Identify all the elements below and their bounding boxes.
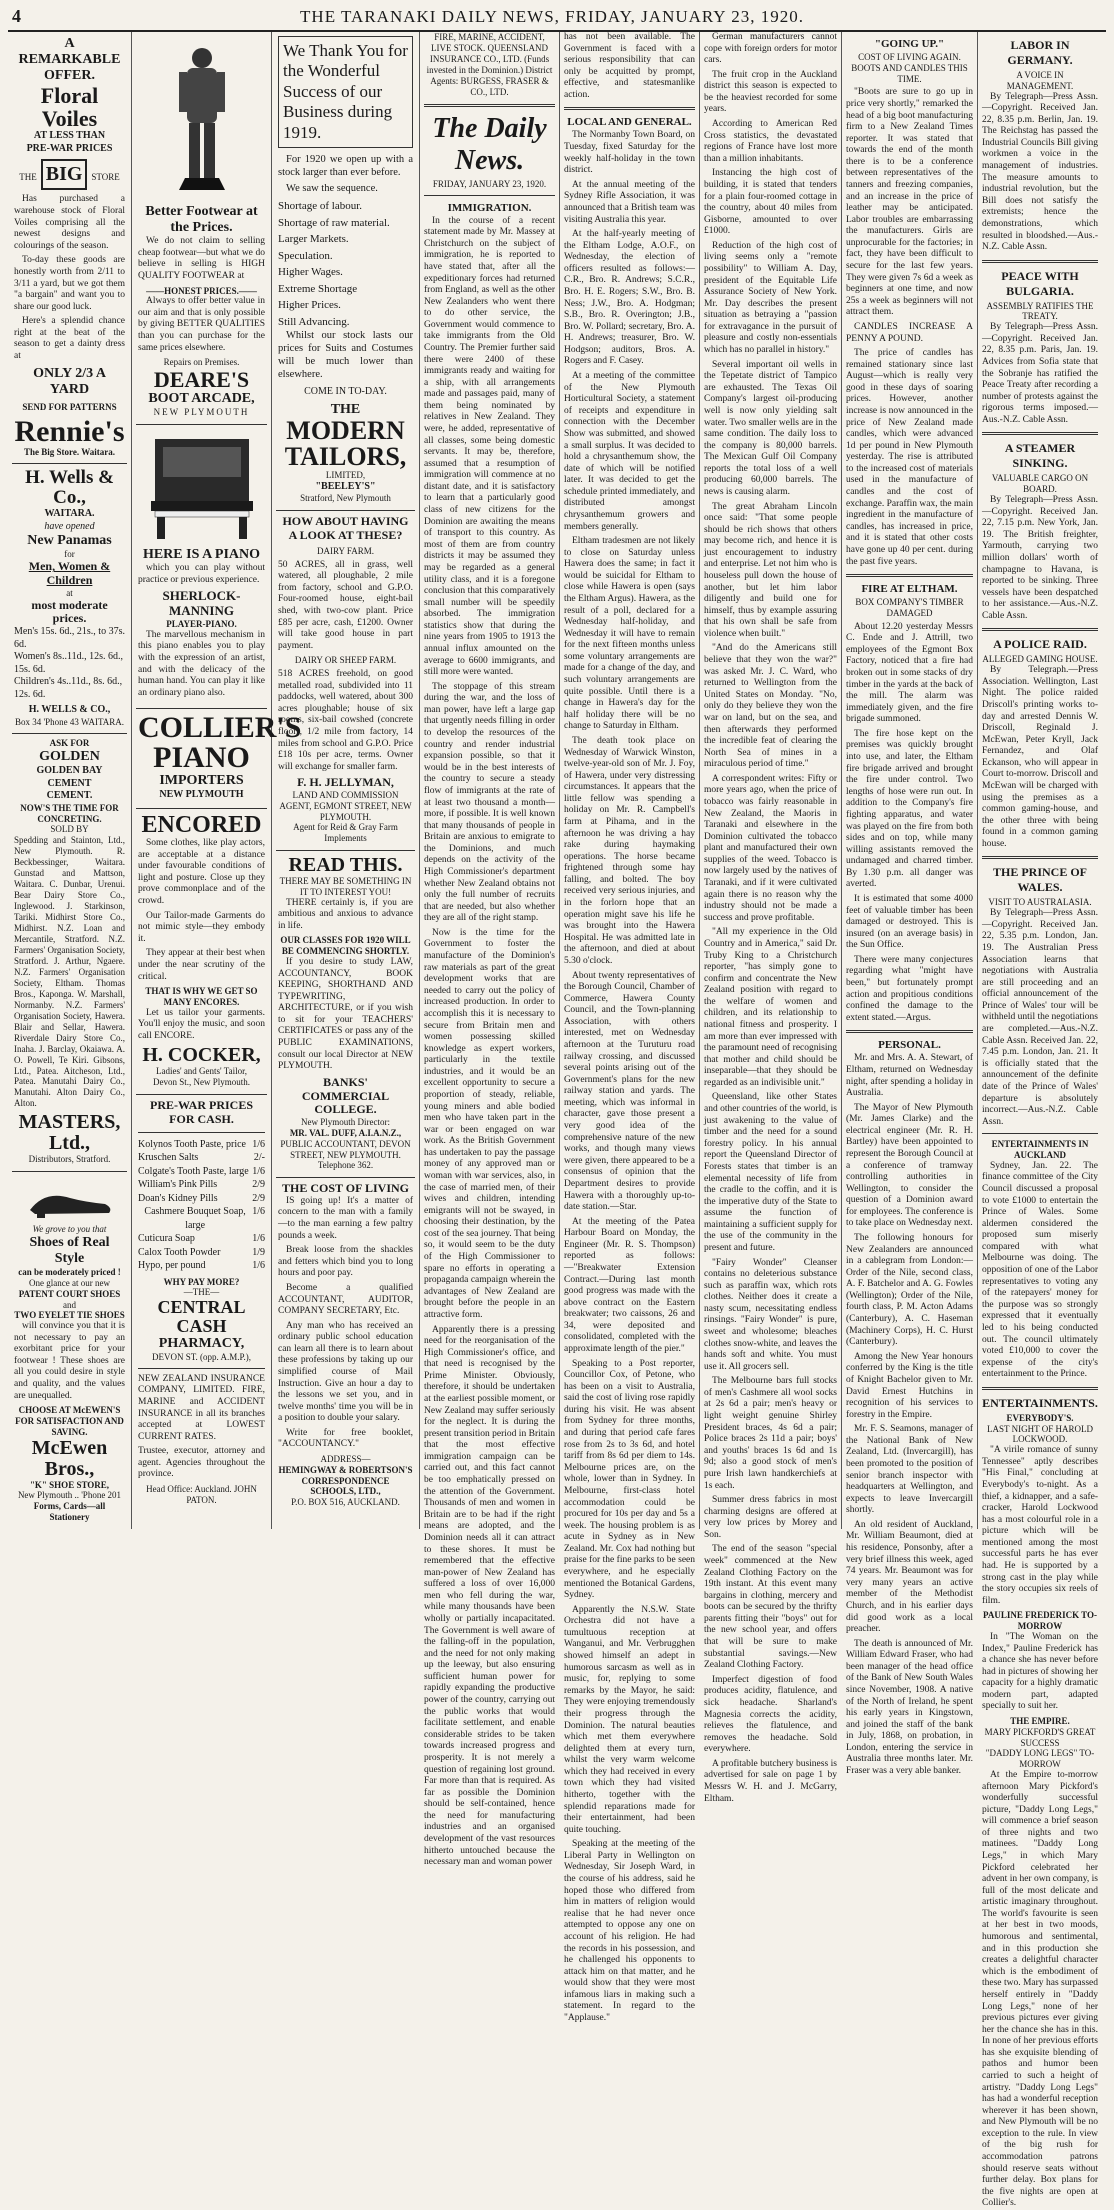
- ad-price: ONLY 2/3 A YARD: [33, 365, 106, 397]
- ad-brand: H. COCKER,: [142, 1044, 261, 1067]
- big-store-ad: [12, 32, 127, 464]
- going-up-body: [846, 87, 973, 568]
- article-paragraph: Speaking at the meeting of the Liberal Party in Wellington on Wednesday, Sir Joseph Ward, in the course of his address, said he hoped those who differed from him in matters of religion would realise that he had never once attempted to oppose any one on account of his religion. He had the records in his possession, and he challenged his opponents to attack him on that matter, and he would show that they were most infamous liars in making such a statement. In regard to the "Applause.": [564, 1839, 695, 2023]
- ad-line: LIMITED,: [325, 470, 366, 481]
- price-row: [138, 1259, 265, 1273]
- ad-brand: SHERLOCK-MANNING: [162, 588, 241, 619]
- article-paragraph: The Melbourne bars full stocks of men's Cashmere all wool socks at 2s 6d a pair; men's heavy or light weight genuine Shirley President braces, 4s 6d a pair; Police braces 2s 11d a pair; boys' and youths' braces 1s 6d and 1s 9d; also a good stock of men's pure Irish lawn handkerchiefs at 1s each.: [704, 1376, 837, 1491]
- article-paragraph: According to American Red Cross statistics, the devastated regions of France have lost more than a million inhabitants.: [704, 119, 837, 164]
- article-subheading: COST OF LIVING AGAIN.: [858, 52, 961, 62]
- article-paragraph: Mr. and Mrs. A. A. Stewart, of Eltham, returned on Wednesday night, after spending a holiday in Australia.: [846, 1053, 973, 1099]
- article-paragraph: "All my experience in the Old Country and in America," said Dr. Truby King to a Christchurch reporter, "has simply gone to confirm and concentrate the New Zealand position with regard to the welfare of women and children, and its relationship to national fitness and prosperity. I am more than ever impressed with the paramount need of recognising that mother and child should be inseparable—that they should be regarded as an indivisible unit.": [704, 927, 837, 1088]
- ad-line: Ladies' and Gents' Tailor,: [155, 1066, 248, 1077]
- wells-ad: [12, 464, 127, 734]
- reason-item: Speculation.: [278, 249, 333, 262]
- ad-line: NEW PLYMOUTH: [153, 407, 250, 418]
- reason-item: Shortage of raw material.: [278, 216, 390, 229]
- logo-text: STORE: [91, 172, 120, 183]
- price-item-name: Kruschen Salts: [138, 1152, 199, 1164]
- article-paragraph: It is estimated that some 4000 feet of valuable timber has been damaged or destroyed. This is insured (on an average basis) in the Sun Office.: [846, 893, 973, 951]
- ad-line: New Plymouth .. 'Phone 201: [17, 1490, 122, 1501]
- ad-headline: HERE IS A PIANO: [142, 546, 261, 562]
- article-subheading: THE EMPIRE.: [1010, 1715, 1070, 1726]
- reason-item: Extreme Shortage: [278, 282, 358, 295]
- article-paragraph: Eltham tradesmen are not likely to close on Saturday unless Hawera does the same; in fact it would be suicidal for Eltham to close while Hawera is open (says the Eltham Argus). Hawera, as the result of a poll, declared for a Wednesday half-holiday, and Wednesday it will have to remain for the next fifteen months unless some voluntary arrangements are made for a change of the day, and such voluntary arrangements are quite possible. Until there is a change in Hawera's day for the half holiday there will be no change to Saturday in Eltham.: [564, 536, 695, 732]
- ad-line: Men's 15s. 6d., 21s., to 37s. 6d.: [14, 626, 125, 650]
- ad-body: We saw the sequence.: [286, 182, 378, 194]
- ad-line: Head Office: Auckland. JOHN PATON.: [146, 1484, 257, 1505]
- ad-brand: MODERN: [286, 416, 405, 446]
- ad-line: CHOOSE AT McEWEN'S FOR SATISFACTION AND SAVING.: [15, 1405, 124, 1437]
- ad-line: THE: [330, 402, 361, 418]
- ad-body: which you can play without practice or previous experience.: [138, 563, 265, 585]
- ad-line: ASK FOR: [49, 738, 90, 749]
- ad-line: OUR CLASSES FOR 1920 WILL BE COMMENCING SHORTLY.: [280, 935, 411, 957]
- local-news-body: [564, 130, 695, 2024]
- article-paragraph: There were many conjectures regarding what "might have been," but fortunately prompt action and propitious conditions confined the damage to the extent stated.—Argus.: [846, 954, 973, 1023]
- article-paragraph: Apparently the N.S.W. State Orchestra did not have a tumultuous reception at Wanganui, and Mr. Verbrugghen showed himself an adept in humorous sarcasm as well as in music, for, replying to some remarks by the Mayor, he said: They were enjoying tremendously their progress through the Dominion. The natural beauties which met them everywhere delighted them at every turn, whilst the very warm welcome which they had received in every town which they had visited hitherto, together with the splendid reparations made for their entertainment, had been quite touching.: [564, 1604, 695, 1835]
- article-subheading: PAULINE FREDERICK TO-MORROW: [982, 1610, 1098, 1632]
- article-heading: THE PRINCE OF WALES.: [992, 865, 1087, 895]
- ad-body: For 1920 we open up with a stock larger than ever before.: [278, 153, 413, 178]
- article-paragraph: Imperfect digestion of food produces acidity, flatulence, and sick headache. Sharland's Magnesia corrects the acidity, relieves the flatulence, and removes the headache. Sold everywhere.: [704, 1674, 837, 1755]
- ad-headline: PRE-WAR PRICES FOR CASH.: [149, 1098, 253, 1126]
- ad-body: Always to offer better value in our aim and that is only possible by giving BETTER QUALITIES than you can purchase for the same prices elsewhere.: [138, 296, 265, 353]
- article-paragraph: Queensland, like other States and other countries of the world, is just awakening to the value of timber and the need for a sound forestry policy. In his annual report the Queensland Director of Forests states that timber is an elemental necessity of life from the cradle to the coffin, and it is the imperative duty of the State to assume the function of maintaining a sufficient supply for the use of the community in the present and future.: [704, 1092, 837, 1253]
- ad-line: can be moderately priced !: [18, 1267, 121, 1278]
- article-paragraph: Mr. F. S. Seamons, manager of the National Bank of New Zealand, Ltd. (Invercargill), has been promoted to the position of senior branch inspector with headquarters at Wellington, and expects to leave Invercargill shortly.: [846, 1424, 973, 1516]
- cable-text: By Telegraph—Press Assn.—Copyright. Received Jan. 22, 8.35 p.m. Berlin, Jan. 19. The Reichstag has passed the Industrial Councils Bill giving workmen a voice in the management of industries. The measure amounts to industrial revolution, but the Bill does not satisfy the extremists; hence the demonstrations, which resulted in bloodshed.—Aus.-N.Z. Cable Assn.: [982, 91, 1098, 253]
- fire-body: [846, 622, 973, 1025]
- article-paragraph: An old resident of Auckland, Mr. William Beaumont, died at his residence, Ponsonby, after a very brief illness this week, aged 74 years. Mr. Beaumont was for very many years an active member of the Methodist Church, and in his earlier days did good work as a local preacher.: [846, 1519, 973, 1635]
- article-paragraph: "A virile romance of sunny Tennessee" aptly describes "His Final," concluding at Everybody's to-night. As a thief, a kidnapper, and a safe-cracker, Harold Lockwood has a most colourful role in a picture which will be mentioned among the most successful parts he has ever had. He is supported by a strong cast in the play while the story occupies six reels of film.: [982, 1445, 1098, 1606]
- ad-line: AT LESS THAN: [33, 130, 106, 142]
- ad-brand: HEMINGWAY & ROBERTSON'S CORRESPONDENCE SCHOOLS, LTD.,: [278, 1464, 413, 1497]
- deare-ad: [136, 32, 267, 425]
- column-1: [8, 32, 132, 1529]
- ad-line: SEND FOR PATTERNS: [22, 401, 117, 412]
- ad-line: at: [66, 587, 73, 598]
- ad-line: CEMENT.: [46, 790, 93, 802]
- ad-line: Distributors, Stratford.: [28, 1154, 111, 1165]
- article-heading: FIRE AT ELTHAM.: [861, 583, 958, 596]
- article-subheading: MARY PICKFORD'S GREAT SUCCESS: [984, 1726, 1096, 1748]
- price-row: [138, 1192, 265, 1206]
- reason-item: Still Advancing.: [278, 315, 350, 328]
- article-heading: "GOING UP.": [874, 38, 945, 50]
- article-paragraph: The stoppage of this stream during the war, and the loss of man power, have left a large gap that urgently needs filling in order to develop the resources of the country and render industrial expansion possible, so that it would be in the best interests of the country to secure a steady flow of immigrants at the rate of at least two thousand a month—more, if possible. It is well known that many thousands of people in Britain are anxious to emigrate to the Dominions, and much depends on the activity of the High Commissioner's department whether New Zealand obtains not only the full number of recruits that are needed, but also whether they are all of the right stamp.: [424, 681, 555, 924]
- masthead-title: THE TARANAKI DAILY NEWS, FRIDAY, JANUARY 23, 1920.: [300, 7, 804, 26]
- ad-body: Spedding and Stainton, Ltd., New Plymouth. R. Beckbessinger, Waitara. Gunstad and Mattson, Waitara. C. Dunbar, Urenui. Bear Dairy Store Co., Inglewood. J. Starkinson, Tariki. Midhirst Store Co., Midhirst. N.Z. Loan and Mercantile, Stratford. N.Z. Farmers' Organisation Society, Stratford. J. Arthur, Ngaere. N.Z. Farmers' Organisation Society, Eltham. Thomas Bros., Kaponga. W. Marshall, Normanby. N.Z. Farmers' Organisation Society, Hawera. Blair and Sellar, Hawera. Riverdale Dairy Store Co., Inaha. J. Barclay, Okaiawa. A. O. Powell, Te Kiri. Gibsons, Ltd., Patea. Aitcheson, Ltd., Patea. Manutahi Dairy Co., Manutahi. Alton Dairy Co., Alton.: [14, 835, 125, 1109]
- ad-body: 50 ACRES, all in grass, well watered, all ploughable, 2 mile from factory, school and G.P.O. Four-roomed house, eight-bail shed, with two-cow plant. Price £85 per acre, cash, £1200. Owner will take good house in part payment.: [278, 559, 413, 651]
- price-item-value: 1/6: [252, 1206, 265, 1218]
- article-paragraph: At a meeting of the committee of the New Plymouth Horticultural Society, a statement of receipts and expenditure in connection with the December Show was submitted, and showed a small surplus. It was decided to hold a chrysanthemum show, the date of which will be notified later. It was decided to get the schedule printed immediately, and distributed amongst chrysanthemum growers and members generally.: [564, 371, 695, 532]
- article-subheading: EVERYBODY'S.: [1006, 1412, 1074, 1423]
- price-row: [138, 1178, 265, 1192]
- ad-line: have opened: [44, 520, 95, 532]
- ad-body: will convince you that it is not necessary to pay an exorbitant price for your footwear ! These shoes are all you could desire in style and quality, and the values are unequalled.: [14, 1321, 125, 1401]
- price-item-name: William's Pink Pills: [138, 1179, 218, 1191]
- price-list: [138, 1138, 265, 1273]
- ad-body: Write for free booklet, "ACCOUNTANCY.": [278, 1427, 413, 1450]
- article-paragraph: Now is the time for the Government to foster the manufacture of the Dominion's raw materials as part of the great development works that are needed to carry out the policy of increased production. In order to accomplish this it is necessary to secure from Britain men and women possessing skilled knowledge as expert workers, particularly in the textile industries, and it would be an excellent opportunity to secure a proportion of steady, reliable, young miners and able bodied men who have taken part in the war or been engaged on war work. As the British Government has undertaken to pay the passage money of any approved man or woman with war services, also, in the case of married men, of their wives and children, intending emigrants will not be swayed, in choosing their destination, by the cost of the sea journey. That being so, it would seem to be the duty of the High Commissioner to spare no efforts in operating a propaganda campaign wherein the advantages of New Zealand are brought before the people in an attractive form.: [424, 927, 555, 1320]
- price-item-name: Kolynos Tooth Paste, price: [138, 1138, 246, 1150]
- ad-body: Trustee, executor, attorney and agent. Agencies throughout the province.: [138, 1446, 265, 1480]
- ad-line: We grove to you that: [32, 1224, 107, 1235]
- masthead: [8, 6, 1106, 32]
- ad-line: SOLD BY: [50, 824, 89, 835]
- ad-headline: Floral Voiles: [40, 83, 99, 132]
- ad-line: Agent for Reid & Gray Farm Implements: [293, 822, 398, 844]
- article-subheading: "DADDY LONG LEGS" TO-MORROW: [985, 1748, 1095, 1770]
- ad-line: Men, Women & Children: [28, 559, 111, 587]
- ad-body: Become a qualified ACCOUNTANT, AUDITOR, COMPANY SECRETARY, Etc.: [278, 1282, 413, 1317]
- column-4: [420, 32, 560, 1868]
- price-item-name: Cashmere Bouquet Soap, large: [144, 1206, 246, 1231]
- ad-brand: F. H. JELLYMAN,: [297, 775, 394, 790]
- boot-man-illustration: [167, 40, 237, 200]
- article-paragraph: Speaking to a Post reporter, Councillor Cox, of Petone, who has been on a visit to Australia, said the cost of living rose rapidly during his visit. He was absent from Sydney for three months, and during that period cafe fares rose from 2s to 3s 6d, and hotel tariff from 8s 6d per diem to 14s. Melbourne prices are, on the whole, lower than in Sydney. In Melbourne, first-class hotel accommodation could be procured for 10s per day and 5s a week. The housing problem is as acute in Sydney as in New Zealand. Mr. Cox had nothing but praise for the fine parks to be seen everywhere, and he especially mentioned the Botanical Gardens, Sydney.: [564, 1358, 695, 1601]
- article-heading: A POLICE RAID.: [993, 637, 1087, 652]
- ad-body: Whilst our stock lasts our prices for Suits and Costumes will be much lower than elsewhere.: [278, 330, 413, 380]
- hemingway-ad: [276, 1178, 415, 1514]
- article-heading: ENTERTAINMENTS.: [982, 1395, 1098, 1410]
- price-item-name: Cuticura Soap: [138, 1233, 195, 1245]
- article-paragraph: "And do the Americans still believe that they won the war?" was asked Mr. J. C. Ward, who returned to Wellington from the United States on Monday. "No, only do they believe they won the war on land, but on the sea, and then afterwards they performed the incredible feat of clearing the North Sea of mines in a miraculous period of time.": [704, 643, 837, 770]
- price-row: [138, 1205, 265, 1232]
- column-5: [560, 32, 700, 2023]
- ad-headline: Shoes of Real Style: [29, 1234, 110, 1267]
- ad-line: PUBLIC ACCOUNTANT, DEVON STREET, NEW PLYMOUTH.: [280, 1138, 411, 1160]
- cement-ad: [12, 734, 127, 1172]
- ad-line: Women's 8s..11d., 12s. 6d., 15s. 6d.: [14, 651, 123, 675]
- ad-brand: MASTERS, Ltd.,: [18, 1111, 121, 1155]
- price-row: [138, 1232, 265, 1246]
- banks-college-ad: [276, 851, 415, 1178]
- price-item-value: 1/9: [252, 1246, 265, 1258]
- price-item-value: 1/6: [252, 1260, 265, 1272]
- ad-line: OFFER.: [44, 68, 95, 84]
- jellyman-ad: [276, 511, 415, 851]
- article-paragraph: has not been available. The Government is faced with a serious responsibility that can only be acquitted by prompt, effective, and statesmanlike action.: [564, 32, 695, 100]
- ad-line: PATENT COURT SHOES: [18, 1288, 121, 1299]
- article-heading: LABOR IN GERMANY.: [1007, 38, 1073, 67]
- article-subheading: A VOICE IN MANAGEMENT.: [1006, 70, 1074, 91]
- article-paragraph: Several important oil wells in the Tepetate district of Tampico are exhausted. The Texas Oil Company's largest oil-producing well is now only yielding salt water. Two smaller wells are in the same condition. The daily loss to the company is 80,000 barrels. The Mexican Gulf Oil Company reports the total loss of a well producing 60,000 barrels. The news is causing alarm.: [704, 359, 837, 497]
- article-paragraph: Apparently there is a pressing need for the reorganisation of the High Commissioner's office, and that need is recognised by the Prime Minister. Obviously, therefore, it should be undertaken at the earliest possible moment, or New Zealand may suffer seriously for the neglect. It is during the present transition period in Britain that the most effective immigration campaign can be carried out, and this fact cannot be too emphatically pressed on the attention of the Government. Thousands of men and women in Britain are to be had if the right means are adopted, and the Dominion needs all it can attract to these shores. It must be remembered that the effective man-power of New Zealand has suffered a loss of over 16,000 men who fell during the war, while many thousands have been wholly or partially incapacitated. The Government is well aware of the falling-off in the population, and the need for not only making up the leeway, but also ensuring sufficient human power for rapidly expanding the productive power of the country, carrying out the public works that would facilitate settlement, and enable considerable strides to be taken towards increased progress and prosperity. It is not merely a question of regaining lost ground. Far more than that is required. As far as possible the Dominion should be self-contained, hence the need for manufacturing industries and an organised development of the vast resources hitherto untouched because the necessary man and woman power: [424, 1324, 555, 1868]
- ad-body: Any man who has received an ordinary public school education can learn all there is to learn about these professions by taking up our simplified course of Mail Instruction. Give an hour a day to the lessons we set you, and in twelve months' time you will be in a position to double your salary.: [278, 1320, 413, 1424]
- ad-line: H. WELLS & CO.,: [28, 704, 111, 716]
- prewar-ad: [136, 1095, 267, 1512]
- paper-title: The Daily News.: [432, 112, 547, 176]
- ad-body: NEW ZEALAND INSURANCE COMPANY, LIMITED. FIRE, MARINE and ACCIDENT INSURANCE in all its branches accepted at LOWEST CURRENT RATES.: [138, 1373, 265, 1442]
- article-subheading: LAST NIGHT OF HAROLD LOCKWOOD.: [987, 1423, 1093, 1445]
- price-item-name: Hypo, per pound: [138, 1260, 206, 1272]
- ad-body: The marvellous mechanism in this piano enables you to play with the expression of an artist, and with the delicacy of the human hand. You can play it like an ordinary piano also.: [138, 629, 265, 698]
- article-paragraph: At the Empire to-morrow afternoon Mary Pickford's wonderfully successful picture, "Daddy Long Legs," will commence a brief season of three nights and two matinees. "Daddy Long Legs," in which Mary Pickford celebrated her advent in her own company, is full of the most delicate and artistic imaginary throughout. The world's favourite is seen at her best in two moods, humorous and sentimental, and in this production she creates a delightful character which is the embodiment of these two. Mary has surpassed herself entirely in "Daddy Long Legs," none of her previous pictures ever giving her the chance she has in this. In none of her previous efforts has she exquisite blending of pathos and humor been carried to such a height of artistry. "Daddy Long Legs" has had a wonderful reception wherever it has been shown, and New Plymouth will be no exception to the rule. In view of the big rush for accommodation patrons should reserve seats without further delay. Box plans for the five nights are open at Collier's.: [982, 1769, 1098, 2209]
- ad-line: —THE—: [183, 1287, 220, 1298]
- ad-line: THAT IS WHY WE GET SO MANY ENCORES.: [145, 986, 258, 1007]
- page-number: 4: [12, 6, 22, 26]
- sherlock-ad: [136, 425, 267, 709]
- reason-item: Higher Wages.: [278, 266, 343, 279]
- price-row: [138, 1246, 265, 1260]
- insurance-notice: FIRE, MARINE, ACCIDENT, LIVE STOCK. QUEENSLAND INSURANCE CO., LTD. (Funds invested in the Dominion.) District Agents: BURGESS, FRASER & CO., LTD.: [426, 32, 553, 97]
- price-row: [138, 1151, 265, 1165]
- ad-line: COME IN TO-DAY.: [304, 385, 387, 397]
- modern-tailors-ad: [276, 32, 415, 511]
- ad-line: GOLDEN: [39, 749, 100, 765]
- ad-line: PHARMACY,: [158, 1335, 245, 1351]
- ad-line: The Big Store. Waitara.: [24, 446, 115, 457]
- ad-body: If you desire to study LAW, ACCOUNTANCY, BOOK KEEPING, SHORTHAND AND TYPEWRITING, ARCHITECTURE, or if you wish to sit for your TEACHERS' CERTIFICATES or pass any of the PUBLIC EXAMINATIONS, consult our local Director at NEW PLYMOUTH.: [278, 956, 413, 1072]
- logo-text: BIG: [41, 159, 88, 190]
- ad-headline: New Panamas: [27, 533, 112, 549]
- ad-brand: CENTRAL CASH: [157, 1297, 246, 1337]
- ad-line: MR. VAL. DUFF, A.I.A.N.Z.,: [289, 1127, 402, 1138]
- price-item-value: 1/6: [252, 1233, 265, 1245]
- ad-line: for: [64, 549, 75, 560]
- ad-line: Children's 4s..11d., 8s. 6d., 12s. 6d.: [14, 676, 123, 700]
- article-paragraph: Summer dress fabrics in most charming designs are offered at very low prices by Morey and Son.: [704, 1495, 837, 1540]
- ad-brand: BANKS' COMMERCIAL COLLEGE.: [301, 1074, 390, 1117]
- article-paragraph: The great Abraham Lincoln once said: "That some people should be rich shows that others may become rich, and hence it is just encouragement to industry and enterprise. Let not him who is houseless pull down the house of another, but let him labor diligently and build one for himself, thus by example assuring that his own shall be safe from violence when built.": [704, 501, 837, 639]
- ad-headline: HOW ABOUT HAVING A LOOK AT THESE?: [282, 514, 409, 543]
- ad-body: We do not claim to selling cheap footwear—but what we do believe in selling is HIGH QUALITY FOOTWEAR at: [138, 236, 265, 281]
- column-2: [132, 32, 302, 1529]
- ad-line: Telephone 362.: [317, 1160, 374, 1171]
- ad-body: 518 ACRES freehold, on good metalled road, subdivided into 11 paddocks, well watered, about 300 acres ploughable; house of six rooms, six-bail cowshed (concrete floor), 1/2 mile from factory, 14 miles from school and G.P.O. Price £18 10s per acre, terms. Owner will exchange for smaller farm.: [278, 669, 413, 772]
- ad-body: Has purchased a warehouse stock of Floral Voiles comprising all the newest designs and colourings of the season.: [14, 194, 125, 251]
- article-paragraph: The Normanby Town Board, on Tuesday, fixed Saturday for the weekly half-holiday in the town district.: [564, 130, 695, 176]
- ad-line: DAIRY OR SHEEP FARM.: [294, 655, 397, 666]
- piano-illustration: [147, 433, 257, 543]
- price-item-value: 2/9: [252, 1192, 265, 1204]
- ad-line: THERE MAY BE SOMETHING IN IT TO INTEREST YOU!: [279, 876, 412, 897]
- ad-brand: McEwen Bros.,: [31, 1436, 108, 1480]
- ad-body: THERE certainly is, if you are ambitious and anxious to advance in life.: [278, 897, 413, 931]
- ad-body: They appear at their best when under the near scrutiny of the critical.: [138, 948, 265, 982]
- encored-ad: [136, 809, 267, 1095]
- article-paragraph: CANDLES INCREASE A PENNY A POUND.: [846, 321, 973, 344]
- big-store-logo: [14, 159, 125, 190]
- article-paragraph: A profitable butchery business is advertised for sale on page 1 by Messrs W. H. and J. McGarry, Eltham.: [704, 1758, 837, 1804]
- ad-headline: Better Footwear at the Prices.: [145, 204, 258, 236]
- ad-line: ——HONEST PRICES.——: [146, 285, 257, 296]
- price-item-name: Doan's Kidney Pills: [138, 1192, 218, 1204]
- article-paragraph: Among the New Year honours conferred by the King is the title of Knight Bachelor given to Mr. David Ernest Hutchins in recognition of his services to forestry in the Empire.: [846, 1351, 973, 1420]
- ad-line: TWO EYELET TIE SHOES: [14, 1310, 125, 1321]
- ad-headline: THE COST OF LIVING: [281, 1181, 410, 1196]
- article-paragraph: The Mayor of New Plymouth (Mr. James Clarke) and the electrical engineer (Mr. R. H. Bartley) have been appointed to represent the Borough Council at a conference of tramway controlling authorities in Wellington, to consider the question of a Dominion award for employees. The conference is to take place on Wednesday next.: [846, 1102, 973, 1229]
- mcewen-ad: [12, 1172, 127, 1529]
- article-paragraph: Reduction of the high cost of living seems only a "remote possibility" to William A. Day, president of the Equitable Life Assurance Society of New York. Mr. Day describes the present situation as betraying a "passion for extravagance in the pursuit of pleasure and costly non-essentials which has no parallel in history.": [704, 240, 837, 356]
- article-paragraph: About 12.20 yesterday Messrs C. Ende and J. Attrill, two employees of the Egmont Box Factory, noticed that a fire had broken out in some stacks of dry timber in the yards at the back of the mill. The alarm was immediately given, and the fire brigade summoned.: [846, 621, 973, 725]
- ad-line: LAND AND COMMISSION AGENT, EGMONT STREET, NEW PLYMOUTH.: [279, 790, 412, 822]
- ad-line: New Plymouth Director:: [301, 1117, 390, 1128]
- ad-line: Devon St., New Plymouth.: [152, 1077, 250, 1088]
- ad-line: DAIRY FARM.: [316, 545, 374, 556]
- ad-line: WAITARA.: [44, 508, 95, 520]
- ad-line: "BEELEY'S": [315, 480, 376, 492]
- ad-line: DEVON ST. (opp. A.M.P.),: [151, 1352, 252, 1363]
- article-paragraph: A correspondent writes: Fifty or more years ago, when the price of tobacco was fairly reasonable in New Zealand, the Maoris in Taranaki and elsewhere in the Dominion cultivated the tobacco plant and manufactured their own supplies of the weed. Tobacco is now largely used by the natives of Taranaki, and if it were cultivated again there is no reason why the industry should not be made a success and prove profitable.: [704, 773, 837, 923]
- editorial-body: [424, 216, 555, 1869]
- article-paragraph: The price of candles has remained stationary since last August—which is really very good in these days of soaring prices. However, another increase is now announced in the price of New Zealand made candles, which were advanced 1d per pound in New Plymouth yesterday. The rise is attributed to the increased cost of materials used in the manufacture of candles and the cost of exchange. Paraffin wax, the main ingredient in the manufacture of candles, has increased in price, and it is stated that other costs have gone up 40 per cent. during the past five years.: [846, 348, 973, 567]
- ad-body: To-day these goods are honestly worth from 2/11 to 3/11 a yard, but we got them "a bargain" and want you to share our good luck.: [14, 255, 125, 312]
- price-item-name: Colgate's Tooth Paste, large: [138, 1165, 249, 1177]
- column-6: [700, 32, 842, 1804]
- section-heading: IMMIGRATION.: [447, 201, 532, 214]
- price-item-value: 2/9: [252, 1179, 265, 1191]
- ad-body: Some clothes, like play actors, are acceptable at a distance under favourable conditions of light and posture. Close up they prove commonplace and of the crowd.: [138, 838, 265, 907]
- ad-line: and: [63, 1299, 76, 1310]
- article-heading: PEACE WITH BULGARIA.: [1001, 268, 1079, 298]
- ad-body: Our Tailor-made Garments do not mimic style—they embody it.: [138, 910, 265, 944]
- article-paragraph: In the course of a recent statement made by Mr. Massey at Christchurch on the subject of immigration, he is reported to have stated that, after all the expeditionary forces had returned from England, as well as the other New Zealanders who went there to do other service, the Government would commence to take immigrants from the Old Country. The Premier further said there were 2400 of these immigrants ready and waiting for a ship, with all arrangements made and passages paid, many of them being nominated by relatives in New Zealand. They were, he added, representative of all classes, some being domestic servants. It may be, therefore, assumed that a resumption of immigration will commence at no distant date, and it is satisfactory to learn that a particularly good class of new citizens for the Dominion are awaiting the means of transport to this country. As most of them are from country districts it may be assumed they may be regarded as a general utility class, and it is a foregone conclusion that this comparatively small number will be speedily absorbed. The immigration statistics show that during the nine years from 1905 to 1913 the annual influx amounted on the average to 6600 immigrants, and still more were wanted.: [424, 215, 555, 678]
- ad-line: BOOT ARCADE,: [148, 391, 255, 407]
- ad-headline: ENCORED: [141, 811, 262, 838]
- ad-body: Let us tailor your garments. You'll enjoy the music, and soon call ENCORE.: [138, 1007, 265, 1041]
- price-item-name: Calox Tooth Powder: [138, 1246, 221, 1258]
- ad-line: ADDRESS—: [320, 1454, 371, 1465]
- article-subheading: BOX COMPANY'S TIMBER DAMAGED: [855, 597, 964, 618]
- reason-item: Higher Prices.: [278, 299, 341, 312]
- price-item-value: 1/6: [252, 1138, 265, 1150]
- personal-body: [846, 1053, 973, 1777]
- price-row: [138, 1165, 265, 1179]
- ad-line: Repairs on Premises.: [163, 357, 240, 368]
- ad-line: NOW'S THE TIME FOR CONCRETING.: [20, 802, 119, 824]
- article-subheading: ALLEGED GAMING HOUSE.: [982, 654, 1098, 665]
- article-heading: PERSONAL.: [878, 1039, 941, 1052]
- ad-body: Here's a splendid chance right at the beat of the season to get a dainty dress at: [14, 316, 125, 361]
- ad-line: WHY PAY MORE?: [163, 1276, 240, 1287]
- article-subheading: VALUABLE CARGO ON BOARD.: [991, 473, 1089, 495]
- ad-line: P.O. BOX 516, AUCKLAND.: [291, 1497, 400, 1508]
- article-paragraph: The fruit crop in the Auckland district this season is expected to be the heaviest recorded for some years.: [704, 69, 837, 115]
- article-paragraph: At the meeting of the Patea Harbour Board on Monday, the Engineer (Mr. R. S. Thompson) reported as follows:—"Breakwater Extension Contract.—During last month good progress was made with the above contract on the Eastern breakwater; two caissons, 26 and 34, were deposited and consolidated, completed with the approximate length of the pier.": [564, 1216, 695, 1355]
- ad-line: Stratford, New Plymouth: [300, 493, 391, 504]
- colliers-ad: [136, 709, 302, 809]
- ad-line: NEW PLYMOUTH: [159, 789, 244, 801]
- cable-text: By Telegraph—Press Assn.—Copyright. Received Jan. 22, 8.35 p.m. Paris, Jan. 19. Advices from Sofia state that the Sobranje has ratified the Peace Treaty after recording a number of protests against the rigorous terms imposed.—Aus.-N.Z. Cable Assn.: [982, 322, 1098, 425]
- columns: [8, 32, 1106, 2209]
- ad-headline: READ THIS.: [288, 854, 403, 877]
- article-subheading: ENTERTAINMENTS IN AUCKLAND: [991, 1139, 1089, 1161]
- ad-line: REMARKABLE: [18, 52, 121, 68]
- article-paragraph: German manufacturers cannot cope with foreign orders for motor cars.: [704, 32, 837, 66]
- price-row: [138, 1138, 265, 1152]
- ad-body: Break loose from the shackles and fetters which bind you to long hours and poor pay.: [278, 1245, 413, 1279]
- ad-brand: COLLIER'S: [138, 711, 302, 745]
- ad-line: GOLDEN BAY CEMENT: [36, 765, 103, 789]
- editorial-date: FRIDAY, JANUARY 23, 1920.: [432, 178, 547, 189]
- column-7: [842, 32, 978, 1777]
- ad-brand: Rennie's: [14, 414, 125, 448]
- column-8: [978, 32, 1102, 2209]
- ad-headline: We Thank You for the Wonderful Success of our Business during 1919.: [278, 36, 413, 148]
- article-subheading: BOOTS AND CANDLES THIS TIME.: [851, 62, 968, 84]
- article-paragraph: The fire hose kept on the premises was quickly brought into use, and later, the Eltham fire brigade arrived and brought the fire under control. Two lengths of hose were run out. In addition to the Company's fire fighting apparatus, and water was played on the fire from both sides and on top, while many willing assistants removed the undamaged and charred timber. By 1.30 p.m. all danger was averted.: [846, 728, 973, 890]
- article-subheading: ASSEMBLY RATIFIES THE TREATY.: [986, 300, 1094, 322]
- article-heading: A STEAMER SINKING.: [1004, 441, 1076, 471]
- article-paragraph: "Fairy Wonder" Cleanser contains no deleterious substance such as paraffin wax, which rots clothes. Neither does it create a nasty scum, necessitating endless rinsings. "Fairy Wonder" is pure, sweet and wholesome; bleaches clothes snow-white, and leaves the hands soft and white. You must use it. All grocers sell.: [704, 1257, 837, 1372]
- logo-text: THE: [19, 172, 37, 183]
- article-paragraph: About twenty representatives of the Borough Council, Chamber of Commerce, Hawera County Council, and the Town-planning Association, with others interested, met on Wednesday afternoon at the Turuturu road railway crossing, and discussed several points arising out of the Government's plans for the new railway station and yards. The meeting, which was informal in character, gave those present a very good idea of the comprehensive nature of the new works, and though many views were given, there appeared to be a consensus of opinion that the Department desires to provide Hawera with a thoroughly up-to-date station.—Star.: [564, 970, 695, 1213]
- column-3: [272, 32, 420, 1529]
- cable-text: Sydney, Jan. 22. The finance committee of the City Council discussed a proposal to vote £1000 to entertain the Prince of Wales. Some aldermen considered the proposed sum miserly compared with what Melbourne was doing. The opposition of one of the Labor representatives to voting any of the ratepayers' money for the purpose was so strongly expressed that it eventually led to his being conducted out. The council ultimately voted £10,000 to cover the expense of the city's entertainment to the Prince.: [982, 1160, 1098, 1380]
- price-item-value: 1/6: [252, 1165, 265, 1177]
- article-subheading: VISIT TO AUSTRALASIA.: [988, 897, 1092, 908]
- ad-line: "K" SHOE STORE,: [29, 1479, 110, 1490]
- section-heading: LOCAL AND GENERAL.: [567, 116, 692, 129]
- ad-brand: H. Wells & Co.,: [25, 467, 114, 509]
- article-paragraph: The following honours for New Zealanders are announced in a cablegram from London:—Order of the Nile, second class, A. F. Batchelor and A. G. Fowles (Wellington); Order of the Nile, fourth class, P. M. Acton Adams (Canterbury), A. C. Haseman (Machinery Corps), H. C. Hurst (Canterbury).: [846, 1233, 973, 1348]
- ad-line: most moderate prices.: [31, 597, 108, 626]
- ad-line: PRE-WAR PRICES: [26, 142, 113, 154]
- ad-brand: PIANO: [153, 741, 250, 775]
- reason-item: Shortage of labour.: [278, 200, 363, 213]
- reason-item: Larger Markets.: [278, 233, 349, 246]
- article-paragraph: At the half-yearly meeting of the Eltham Lodge, A.O.F., on Wednesday, the election of officers resulted as follows:—C.R., Bro. R. Andrews; S.C.R., Bro. H. E. Rogers; S.W., Bro. B. Ness; J.W., Bro. A. Hodgman; S.B., Bro. R. Overington; J.B., Bro. W. Pollard; secretary, Bro. A. H. Andrews; treasurer, Bro. W. Hodgson; auditors, Bros. A. Rogers and F. Casey.: [564, 229, 695, 367]
- cable-text: By Telegraph—Press Assn.—Copyright. Received Jan. 22, 5.35 p.m. London, Jan. 19. The Australian Press Association learns that negotiations with Australia are still proceeding and an official announcement of the Prince of Wales' tour will be withheld until the negotiations are completed.—Aus.-N.Z. Cable Assn. Received Jan. 22, 7.45 p.m. London, Jan. 21. It is officially stated that the announcement of the definite date of the Prince of Wales' departure is absolutely incorrect.—Aus.-N.Z. Cable Assn.: [982, 908, 1098, 1127]
- article-paragraph: Instancing the high cost of building, it is stated that tenders for a plain four-roomed cottage in the country, about 40 miles from Gisborne, amounted to over £1000.: [704, 168, 837, 237]
- article-paragraph: The end of the season "special week" commenced at the New Zealand Clothing Factory on the 19th instant. At this event many bargains in clothing, mercery and boots can be secured by the thrifty parents fitting their "boys" out for the new school year, and offers that will be sure to make substantial savings.—New Zealand Clothing Factory.: [704, 1544, 837, 1671]
- article-paragraph: In "The Woman on the Index," Pauline Frederick has a chance she has never before had in pictures of showing her capacity for a highly dramatic modern part, adapted specially to suit her.: [982, 1631, 1098, 1712]
- price-item-value: 2/-: [253, 1152, 265, 1164]
- ad-brand: TAILORS,: [284, 442, 407, 472]
- ad-line: One glance at our new: [29, 1277, 110, 1288]
- reason-list: [278, 198, 413, 330]
- ad-body: IS going up! It's a matter of concern to the man with a family—to the man earning a few paltry pounds a week.: [278, 1195, 413, 1241]
- ad-line: A: [64, 36, 75, 51]
- ad-brand: DEARE'S: [153, 366, 250, 392]
- cable-text: By Telegraph—Press Assn.—Copyright. Received Jan. 22, 7.15 p.m. New York, Jan. 19. The British freighter, Yarmouth, carrying two million dollars' worth of champagne to Havana, is reported to be sinking. Three vessels have been despatched to her assistance.—Aus.-N.Z. Cable Assn.: [982, 495, 1098, 621]
- shoe-illustration: [25, 1180, 115, 1220]
- article-paragraph: The death is announced of Mr. William Edward Fraser, who had been manager of the head office of the Bank of New South Wales since November, 1908. A native of the North of Ireland, he spent his early years in Kingstown, and joined the staff of the bank in July, 1868, on probation, in London, entering the service in Australia three months later. Mr. Fraser was a very able banker.: [846, 1638, 973, 1777]
- article-paragraph: At the annual meeting of the Sydney Rifle Association, it was announced that a British team was visiting Australia this year.: [564, 179, 695, 225]
- ad-line: Box 34 'Phone 43 WAITARA.: [15, 716, 124, 727]
- ad-line: IMPORTERS: [159, 773, 244, 789]
- article-paragraph: The death took place on Wednesday of Warwick Winston, twelve-year-old son of Mr. J. Foy, of Hawera, under very distressing circumstances. It appears that the little fellow was spending a holiday on Mr. R. Campbell's farm at Pihama, and in the afternoon he was driving a hay rake during haymaking operations. The horse became frightened through some hay falling, and bolted. The boy received very serious injuries, and in the forlorn hope that an operation might save his life he was brought into the Hawera Hospital. He was admitted late in the afternoon, and died at about 5.30 o'clock.: [564, 735, 695, 966]
- ad-line: PLAYER-PIANO.: [166, 619, 237, 630]
- ad-line: Forms, Cards—all Stationery: [33, 1501, 106, 1522]
- cable-text: By Telegraph.—Press Association. Wellington, Last Night. The police raided Driscoll's printing works to-day and arrested Dennis W. Driscoll, Reginald J. McEwan, Peter Kryll, Jack Fernandez, and Olaf Eckanson, who will appear in Court to-morrow. Driscoll and McEwan will be charged with using the premises as a common gaming-house, and the other three with being found in a common gaming house.: [982, 665, 1098, 849]
- news-items-body: [704, 70, 837, 1805]
- article-paragraph: "Boots are sure to go up in price very shortly," remarked the head of a big boot manufacturing firm to a New Zealand Times reporter. It was stated that towards the end of the month there is to be a conference between representatives of the tanners and freezing companies, and an increase in the price of leather may be anticipated. Labor troubles are embarrassing the manufacturers. Girls are unprocurable for the factories; in fact, they have been difficult to secure for the last few years. They were given 7s 6d a week as beginners at one time, and now 25s a week as beginners will not attract them.: [846, 87, 973, 318]
